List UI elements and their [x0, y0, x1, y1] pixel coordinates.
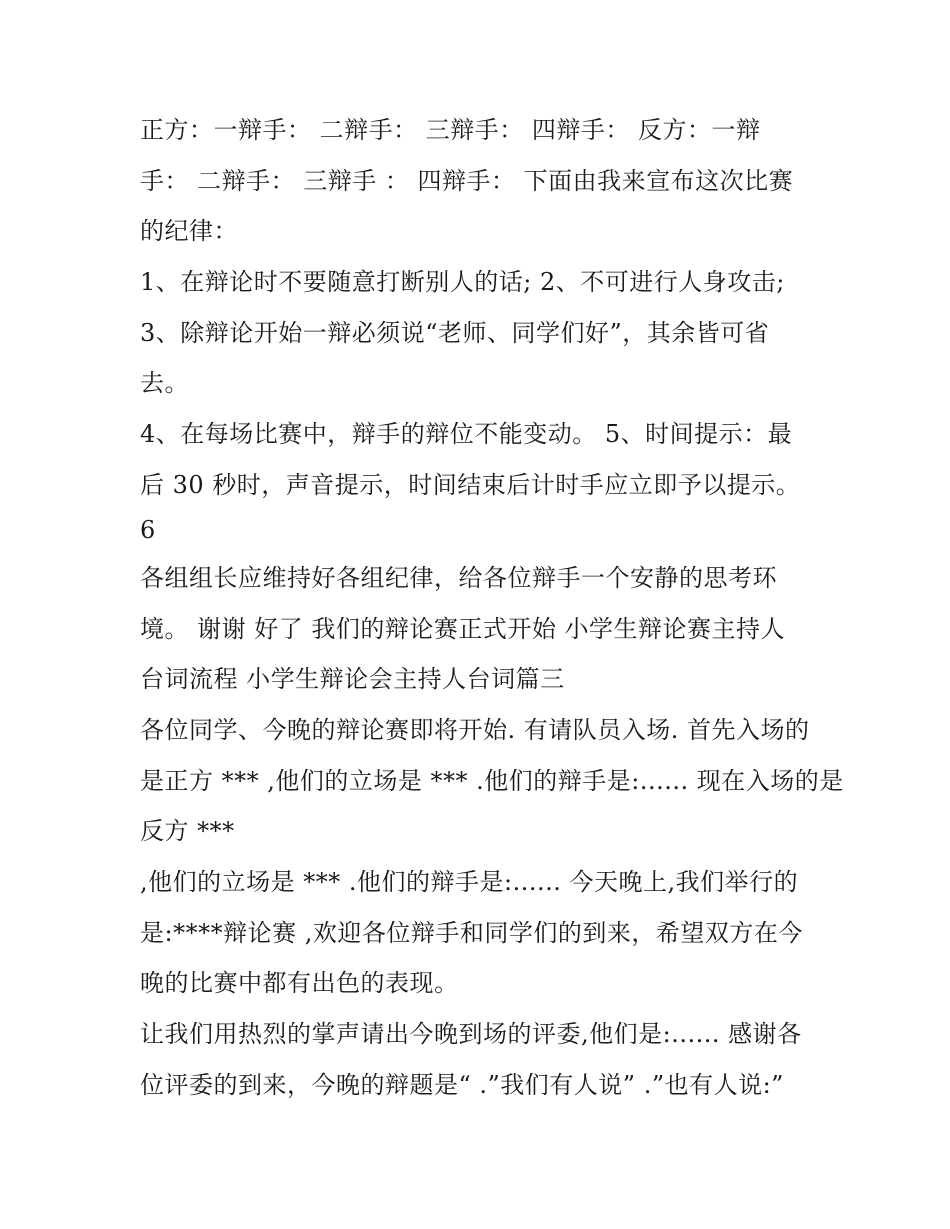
text-line: 1、在辩论时不要随意打断别人的话; 2、不可进行人身攻击; — [140, 268, 785, 296]
text-line: ,他们的立场是 *** .他们的辩手是:...... 今天晚上,我们举行的 — [140, 868, 799, 896]
text-line: 是正方 *** ,他们的立场是 *** .他们的辩手是:...... 现在入场的是 — [140, 767, 844, 795]
text-line: 让我们用热烈的掌声请出今晚到场的评委,他们是:...... 感谢各 — [140, 1020, 802, 1048]
text-line: 境。 谢谢 好了 我们的辩论赛正式开始 小学生辩论赛主持人 — [140, 615, 786, 643]
text-line: 位评委的到来，今晚的辩题是“ .”我们有人说” .”也有人说:” — [140, 1071, 784, 1099]
text-line: 手： 二辩手： 三辩手 ： 四辩手： 下面由我来宣布这次比赛 — [140, 167, 794, 195]
text-line: 各位同学、今晚的辩论赛即将开始. 有请队员入场. 首先入场的 — [140, 716, 810, 744]
text-line: 后 30 秒时，声音提示，时间结束后计时手应立即予以提示。 — [140, 471, 801, 499]
text-line: 3、除辩论开始一辩必须说“老师、同学们好”，其余皆可省 — [140, 319, 770, 347]
text-line: 正方：一辩手： 二辩手： 三辩手： 四辩手： 反方：一辩 — [140, 116, 761, 144]
text-line: 去。 — [140, 369, 189, 397]
text-line: 各组组长应维持好各组纪律，给各位辩手一个安静的思考环 — [140, 564, 777, 592]
text-line: 反方 *** — [140, 817, 235, 845]
text-line: 4、在每场比赛中，辩手的辩位不能变动。 5、时间提示：最 — [140, 420, 793, 448]
text-line: 6 — [140, 516, 156, 544]
text-line: 的纪律： — [140, 217, 238, 245]
text-line: 晚的比赛中都有出色的表现。 — [140, 969, 459, 997]
text-line: 台词流程 小学生辩论会主持人台词篇三 — [140, 665, 565, 693]
text-line: 是:****辩论赛 ,欢迎各位辩手和同学们的到来，希望双方在今 — [140, 919, 803, 947]
